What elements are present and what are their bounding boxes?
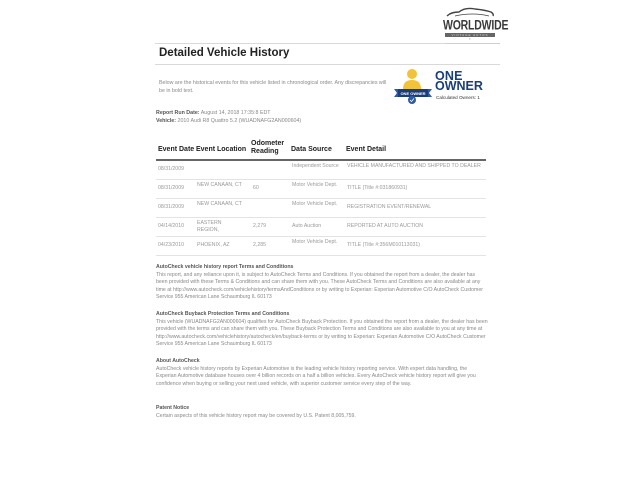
run-date-label: Report Run Date: [156,110,200,116]
header-event-detail: Event Detail [346,146,387,153]
terms-section [156,264,488,302]
worldwide-vintage-autos-logo [443,6,509,46]
header-event-date: Event Date [158,146,195,153]
logo-subbrand-text: VINTAGE AUTOS [451,33,489,37]
car-silhouette-icon [445,6,495,18]
header-odometer-line1: Odometer [251,140,285,147]
patent-heading: Patent Notice [156,405,190,411]
badge-ribbon-text: ONE OWNER [400,91,426,96]
cell-date: 08/31/2009 [158,204,184,210]
calculated-owners: Calculated Owners: 1 [436,95,480,100]
page-title: Detailed Vehicle History [159,47,290,59]
logo-dot: ▪ [469,36,471,41]
cell-detail: VEHICLE MANUFACTURED AND SHIPPED TO DEALER [347,163,481,169]
cell-date: 08/31/2009 [158,185,184,191]
about-heading: About AutoCheck [156,358,200,364]
table-header [156,137,486,161]
patent-section [156,405,488,420]
table-row [156,218,486,237]
patent-body: Certain aspects of this vehicle history report may be covered by U.S. Patent 8,005,759. [156,412,356,419]
top-divider-right [445,43,500,44]
one-owner-badge [392,67,492,107]
table-row [156,237,486,256]
cell-odometer: 60 [253,185,259,191]
badge-line-one: ONE [435,69,463,83]
title-divider [155,64,500,65]
top-divider [155,43,445,44]
cell-source: Motor Vehicle Dept. [292,239,338,245]
run-date-line [156,109,301,117]
terms-body: This report, and any reliance upon it, is subject to AutoCheck Terms and Conditions. If you obtained the report from a dealer, the dealer has been provided with these Terms & Conditions and can share them with you. These AutoCheck Terms and Conditions are also available at any time at http://www.autocheck.com/vehiclehistory/termsAndConditions or by writing to Experian: Experian Automotive C/O AutoCheck Customer Service 955 American Lane Schaumburg IL 60173 [156,271,483,301]
cell-odometer: 2,279 [253,223,266,229]
cell-detail: TITLE (Title #:031860931) [347,185,408,191]
cell-detail: REGISTRATION EVENT/RENEWAL [347,204,432,210]
header-event-location: Event Location [196,146,247,153]
vehicle-value: 2010 Audi R8 Quattro 5.2 (WUADNAFG2AN000604) [177,118,302,124]
vehicle-line [156,117,301,125]
badge-line-owner: OWNER [435,79,483,93]
header-odometer [251,140,284,155]
cell-source: Independent Source [292,163,339,169]
terms-heading: AutoCheck vehicle history report Terms and Conditions [156,264,294,270]
cell-location: EASTERN REGION, [197,220,222,233]
logo-brand-text: WORLDWIDE [443,17,509,34]
table-row [156,161,486,180]
buyback-heading: AutoCheck Buyback Protection Terms and Conditions [156,311,290,317]
buyback-body: This vehicle (WUADNAFG2AN000604) qualifies for AutoCheck Buyback Protection. If you obtained the report from a dealer, the dealer has been provided with the terms and can share them with you. These Buyback Protection Terms and Conditions are also available to you at any time at http://www.autocheck.com/vehiclehistory/autocheck/en/buyback-terms or by writing to Experian: Experian Automotive C/O AutoCheck Customer Service 955 American Lane Schaumburg IL 60173 [156,318,488,348]
event-history-table [156,137,486,256]
intro-text: Below are the historical events for this vehicle listed in chronological order. Any discrepancies will be in bold text. [159,80,387,94]
about-section [156,358,488,388]
table-row [156,199,486,218]
run-date-value: August 14, 2018 17:35:8 EDT [200,110,271,116]
cell-detail: TITLE (Title #:356M010113031) [347,242,420,248]
cell-location: NEW CANAAN, CT [197,182,242,188]
cell-date: 04/23/2010 [158,242,184,248]
cell-detail: REPORTED AT AUTO AUCTION [347,223,424,229]
one-owner-person-icon [392,67,434,107]
cell-source: Motor Vehicle Dept. [292,182,338,188]
cell-date: 08/31/2009 [158,166,184,172]
cell-location: PHOENIX, AZ [197,242,230,248]
header-odometer-line2: Reading [251,147,279,155]
cell-source: Auto Auction [292,223,322,229]
buyback-section [156,311,488,349]
report-meta [156,109,301,125]
table-row [156,180,486,199]
cell-date: 04/14/2010 [158,223,184,229]
cell-source: Motor Vehicle Dept. [292,201,338,207]
cell-location: NEW CANAAN, CT [197,201,242,207]
about-body: AutoCheck vehicle history reports by Experian Automotive is the leading vehicle history reporting service. With expert data handling, the Experian Automotive database houses over 4 billion records on a half a billion vehicles. Every AutoCheck vehicle history report will give you confidence when buying or selling your next used vehicle, with superior customer service every step of the way. [156,365,476,387]
cell-odometer: 2,285 [253,242,266,248]
vehicle-label: Vehicle: [156,118,177,124]
header-data-source: Data Source [291,146,332,153]
